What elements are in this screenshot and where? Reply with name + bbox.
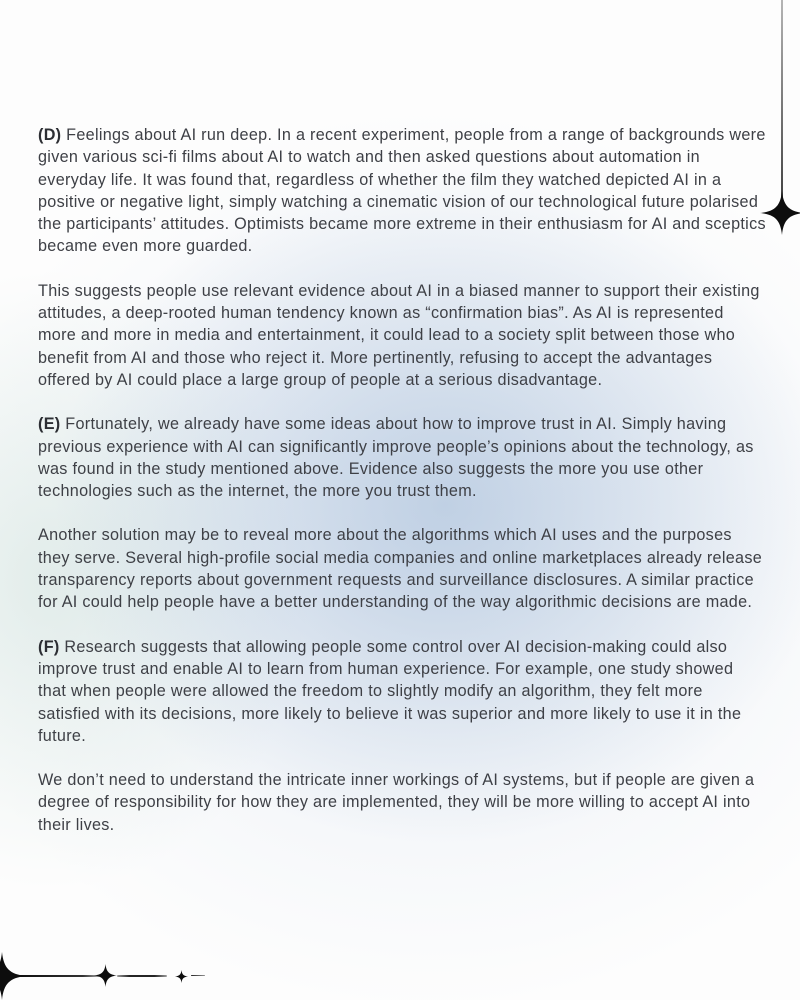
paragraph-closing — [38, 769, 766, 836]
divider-line — [14, 975, 100, 977]
divider-dash — [191, 975, 205, 976]
paragraph-d-text: Feelings about AI run deep. In a recent experiment, people from a range of backgrounds were given various sci-fi films about AI to watch and then asked questions about automation in everyday life. It was found that, regardless of whether the film they watched depicted AI in a positive or negative light, simply watching a cinematic vision of our technological future polarised the participants’ attitudes. Optimists became more extreme in their enthusiasm for AI and sceptics became even more guarded. — [38, 126, 766, 256]
paragraph-f-label: (F) — [38, 637, 60, 656]
divider-line — [117, 975, 167, 977]
paragraph-f — [38, 636, 766, 747]
right-vertical-rule — [781, 0, 783, 212]
paragraph-confirmation-bias-text: This suggests people use relevant evidence about AI in a biased manner to support their existing attitudes, a deep-rooted human tendency known as “confirmation bias”. As AI is represented more and more in media and entertainment, it could lead to a society split between those who benefit from AI and those who reject it. More pertinently, refusing to accept the advantages offered by AI could place a large group of people at a serious disadvantage. — [38, 281, 760, 389]
paragraph-closing-text: We don’t need to understand the intricate inner workings of AI systems, but if people are given a degree of responsibility for how they are implemented, they will be more willing to accept AI into their lives. — [38, 771, 755, 834]
reading-passage — [38, 124, 766, 858]
paragraph-transparency-text: Another solution may be to reveal more about the algorithms which AI uses and the purposes they serve. Several high-profile social media companies and online marketplaces already release transparency reports about government requests and surveillance disclosures. A similar practice for AI could help people have a better understanding of the way algorithmic decisions are made. — [38, 526, 763, 612]
paragraph-f-text: Research suggests that allowing people some control over AI decision-making could also improve trust and enable AI to learn from human experience. For example, one study showed that when people were allowed the freedom to slightly modify an algorithm, they felt more satisfied with its decisions, more likely to believe it was superior and more likely to use it in the future. — [38, 637, 742, 745]
paragraph-d-label: (D) — [38, 126, 62, 144]
sparkle-icon — [94, 964, 117, 987]
paragraph-transparency — [38, 524, 766, 613]
paragraph-e-text: Fortunately, we already have some ideas about how to improve trust in AI. Simply having previous experience with AI can significantly improve people’s opinions about the technology, as was found in the study mentioned above. Evidence also suggests the more you use other technologies such as the internet, the more you trust them. — [38, 415, 754, 501]
paragraph-d — [38, 124, 766, 258]
paragraph-confirmation-bias — [38, 280, 766, 391]
paragraph-e — [38, 413, 766, 502]
paragraph-e-label: (E) — [38, 415, 61, 434]
sparkle-icon — [760, 191, 800, 235]
sparkle-icon — [175, 970, 188, 983]
